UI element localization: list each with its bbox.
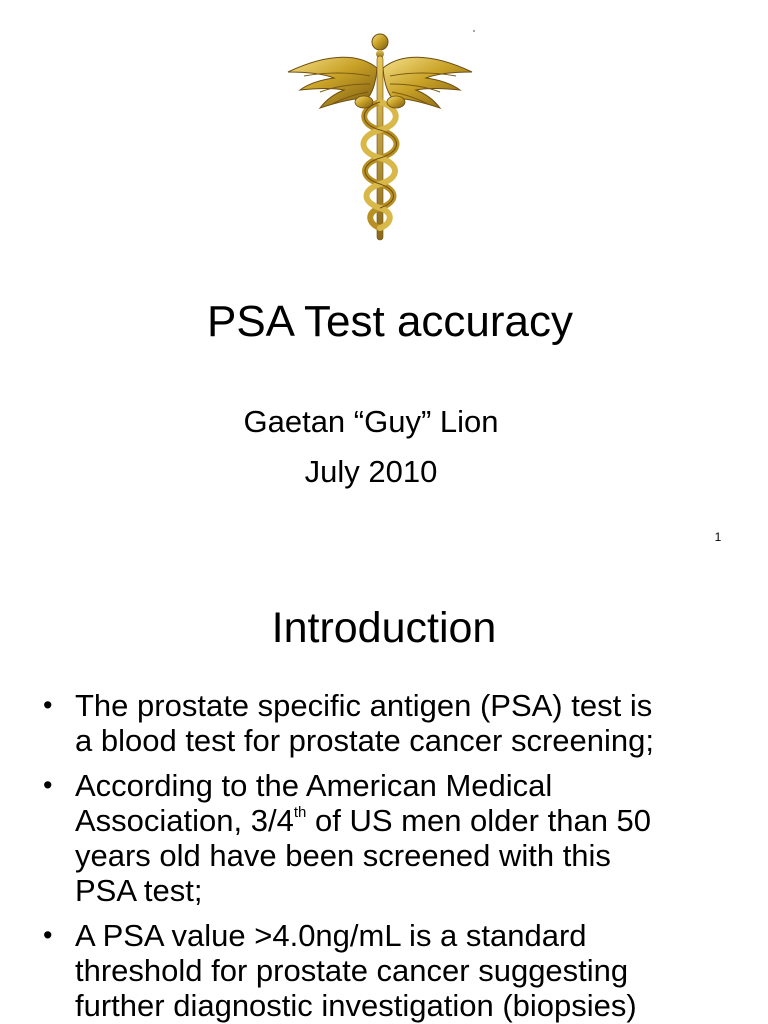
bullet-text: threshold for prostate cancer suggesting <box>75 953 629 988</box>
bullet-icon: • <box>43 770 53 800</box>
list-item <box>36 918 736 1023</box>
author-name: Gaetan “Guy” Lion <box>243 404 499 439</box>
bullet-text: of US men older than 50 <box>306 803 652 838</box>
bullet-icon: • <box>43 920 53 950</box>
superscript: th <box>293 804 307 821</box>
page-number: 1 <box>714 530 722 544</box>
introduction-slide <box>0 560 768 1024</box>
bullet-text: PSA test; <box>75 873 203 908</box>
bullet-text: A PSA value >4.0ng/mL is a standard <box>75 918 587 953</box>
list-item <box>36 768 736 908</box>
bullet-text: further diagnostic investigation (biopsies) <box>75 988 637 1023</box>
bullet-text: The prostate specific antigen (PSA) test is <box>75 688 653 723</box>
bullet-list <box>36 688 736 1024</box>
slide-title: Introduction <box>271 604 497 652</box>
presentation-date: July 2010 <box>304 454 438 489</box>
bullet-text: Association, 3/4 <box>75 803 294 838</box>
bullet-text: According to the American Medical <box>75 768 553 803</box>
bullet-text: a blood test for prostate cancer screening; <box>75 723 654 758</box>
list-item <box>36 688 736 758</box>
slide-title: PSA Test accuracy <box>206 297 574 346</box>
bullet-text: years old have been screened with this <box>75 838 611 873</box>
bullet-icon: • <box>43 690 53 720</box>
caduceus-icon <box>280 28 480 244</box>
